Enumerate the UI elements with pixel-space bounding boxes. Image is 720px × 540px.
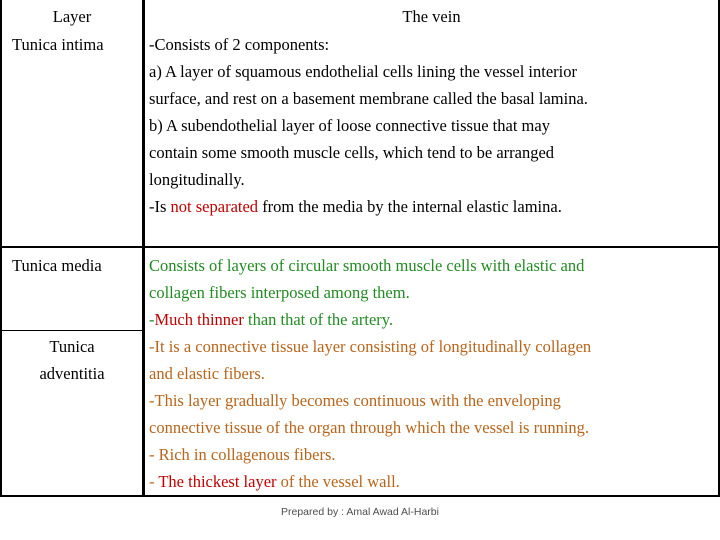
adventitia-line: - Rich in collagenous fibers.: [149, 445, 336, 464]
adventitia-label-line: adventitia: [39, 364, 105, 383]
table-row-divider-intima-media: [0, 246, 720, 248]
media-line: collagen fibers interposed among them.: [149, 283, 410, 302]
media-description: [149, 252, 584, 333]
intima-last-suffix: from the media by the internal elastic lamina.: [258, 197, 562, 216]
table-row-divider-media-adventitia: [0, 330, 145, 331]
header-layer: Layer: [52, 7, 92, 26]
adventitia-highlight-thickest-layer: The thickest layer: [158, 472, 277, 491]
table-border-bottom: [0, 495, 720, 497]
adventitia-last-suffix: of the vessel wall.: [276, 472, 400, 491]
intima-line: contain some smooth muscle cells, which tend to be arranged: [149, 143, 555, 162]
intima-line: longitudinally.: [149, 170, 245, 189]
media-line: Consists of layers of circular smooth muscle cells with elastic and: [149, 256, 585, 275]
adventitia-line: -This layer gradually becomes continuous with the enveloping: [149, 391, 561, 410]
intima-last-line: [149, 193, 588, 220]
intima-line: b) A subendothelial layer of loose connective tissue that may: [149, 116, 550, 135]
adventitia-line: and elastic fibers.: [149, 364, 265, 383]
adventitia-line: -It is a connective tissue layer consisting of longitudinally collagen: [149, 337, 592, 356]
footer-credit: Prepared by : Amal Awad Al-Harbi: [281, 506, 439, 518]
adventitia-description: [149, 333, 591, 495]
adventitia-last-prefix: -: [149, 472, 159, 491]
media-last-prefix: -: [149, 310, 155, 329]
intima-description: [149, 31, 588, 220]
intima-line: -Consists of 2 components:: [149, 35, 330, 54]
adventitia-last-line: [149, 468, 591, 495]
label-tunica-media: Tunica media: [12, 256, 102, 275]
header-the-vein: The vein: [402, 7, 461, 26]
table-column-divider: [142, 0, 145, 497]
intima-line: surface, and rest on a basement membrane called the basal lamina.: [149, 89, 588, 108]
intima-last-prefix: -Is: [149, 197, 171, 216]
label-tunica-intima: Tunica intima: [12, 35, 104, 54]
media-highlight-much-thinner: Much thinner: [154, 310, 244, 329]
table-border-left: [0, 0, 2, 497]
adventitia-line: connective tissue of the organ through which the vessel is running.: [149, 418, 590, 437]
label-tunica-adventitia: [2, 333, 142, 387]
intima-line: a) A layer of squamous endothelial cells lining the vessel interior: [149, 62, 577, 81]
intima-highlight-not-separated: not separated: [170, 197, 259, 216]
media-last-line: [149, 306, 584, 333]
adventitia-label-line: Tunica: [49, 337, 95, 356]
media-last-suffix: than that of the artery.: [243, 310, 394, 329]
